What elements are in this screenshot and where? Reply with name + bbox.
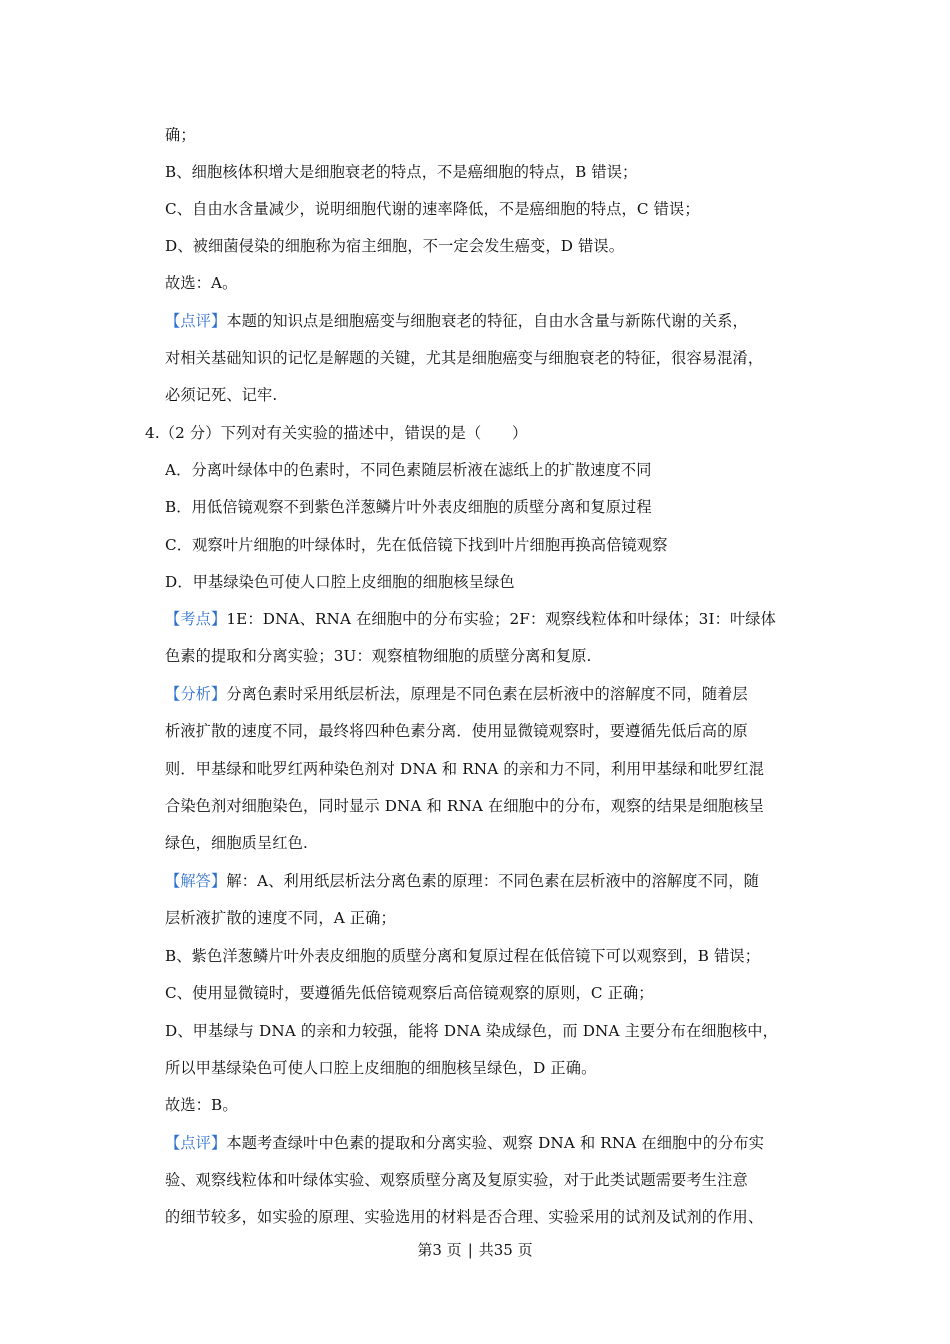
q4-answer: 故选：B。 bbox=[165, 1096, 238, 1114]
q3-answer: 故选：A。 bbox=[165, 274, 238, 292]
comment-text: 本题的知识点是细胞癌变与细胞衰老的特征，自由水含量与新陈代谢的关系， bbox=[226, 312, 748, 330]
comment-tag: 【点评】 bbox=[165, 1134, 227, 1152]
solution-text: 解：A、利用纸层析法分离色素的原理：不同色素在层析液中的溶解度不同，随 bbox=[226, 872, 759, 890]
q3-option-c: C、自由水含量减少，说明细胞代谢的速率降低，不是癌细胞的特点，C 错误； bbox=[165, 200, 700, 218]
q3-comment-line: 必须记死、记牢. bbox=[165, 386, 278, 404]
footer-separator: | bbox=[467, 1241, 473, 1259]
page-number: 第3 页 bbox=[417, 1241, 462, 1259]
q3-option-b: B、细胞核体积增大是细胞衰老的特点，不是癌细胞的特点，B 错误； bbox=[165, 163, 638, 181]
q4-solution-option-d: 所以甲基绿染色可使人口腔上皮细胞的细胞核呈绿色，D 正确。 bbox=[165, 1059, 597, 1077]
comment-tag: 【点评】 bbox=[165, 312, 227, 330]
q3-comment-line bbox=[165, 311, 808, 331]
q4-comment-line: 的细节较多，如实验的原理、实验选用的材料是否合理、实验采用的试剂及试剂的作用、 bbox=[165, 1208, 764, 1226]
q4-option-c: C．观察叶片细胞的叶绿体时，先在低倍镜下找到叶片细胞再换高倍镜观察 bbox=[165, 536, 668, 554]
q4-solution-option-c: C、使用显微镜时，要遵循先低倍镜观察后高倍镜观察的原则，C 正确； bbox=[165, 984, 654, 1002]
q4-point-line: 色素的提取和分离实验；3U：观察植物细胞的质壁分离和复原. bbox=[165, 647, 592, 665]
comment-text: 本题考查绿叶中色素的提取和分离实验、观察 DNA 和 RNA 在细胞中的分布实 bbox=[226, 1134, 765, 1152]
q4-solution-option-d: D、甲基绿与 DNA 的亲和力较强，能将 DNA 染成绿色，而 DNA 主要分布在细胞核中， bbox=[165, 1022, 778, 1040]
q4-comment-line bbox=[165, 1133, 808, 1153]
solution-tag: 【解答】 bbox=[165, 872, 227, 890]
q4-option-b: B．用低倍镜观察不到紫色洋葱鳞片叶外表皮细胞的质壁分离和复原过程 bbox=[165, 498, 652, 516]
q4-analysis-line: 绿色，细胞质呈红色. bbox=[165, 834, 309, 852]
q4-analysis-line: 析液扩散的速度不同，最终将四种色素分离．使用显微镜观察时，要遵循先低后高的原 bbox=[165, 722, 748, 740]
q3-comment-line: 对相关基础知识的记忆是解题的关键，尤其是细胞癌变与细胞衰老的特征，很容易混淆， bbox=[165, 349, 764, 367]
q4-stem: 4.（2 分）下列对有关实验的描述中，错误的是（ ） bbox=[145, 424, 528, 442]
q4-analysis-line: 则．甲基绿和吡罗红两种染色剂对 DNA 和 RNA 的亲和力不同，利用甲基绿和吡罗红混 bbox=[165, 760, 765, 778]
page-total: 共35 页 bbox=[478, 1241, 533, 1259]
q4-solution-line: 层析液扩散的速度不同，A 正确； bbox=[165, 909, 396, 927]
q4-analysis-line: 合染色剂对细胞染色，同时显示 DNA 和 RNA 在细胞中的分布，观察的结果是细胞核呈 bbox=[165, 797, 765, 815]
analysis-text: 分离色素时采用纸层析法，原理是不同色素在层析液中的溶解度不同，随着层 bbox=[226, 685, 748, 703]
q4-option-a: A．分离叶绿体中的色素时，不同色素随层析液在滤纸上的扩散速度不同 bbox=[165, 461, 652, 479]
point-tag: 【考点】 bbox=[165, 610, 227, 628]
page-footer bbox=[0, 1240, 950, 1260]
q4-analysis-line bbox=[165, 684, 808, 704]
q4-point-line bbox=[165, 609, 808, 629]
analysis-tag: 【分析】 bbox=[165, 685, 227, 703]
q4-solution-line bbox=[165, 871, 808, 891]
q4-comment-line: 验、观察线粒体和叶绿体实验、观察质壁分离及复原实验，对于此类试题需要考生注意 bbox=[165, 1171, 748, 1189]
q3-analysis-line: 确； bbox=[165, 126, 196, 144]
q4-solution-option-b: B、紫色洋葱鳞片叶外表皮细胞的质壁分离和复原过程在低倍镜下可以观察到，B 错误； bbox=[165, 947, 761, 965]
q3-option-d: D、被细菌侵染的细胞称为宿主细胞，不一定会发生癌变，D 错误。 bbox=[165, 237, 625, 255]
point-text: 1E：DNA、RNA 在细胞中的分布实验；2F：观察线粒体和叶绿体；3I：叶绿体 bbox=[226, 610, 776, 628]
q4-option-d: D．甲基绿染色可使人口腔上皮细胞的细胞核呈绿色 bbox=[165, 573, 515, 591]
